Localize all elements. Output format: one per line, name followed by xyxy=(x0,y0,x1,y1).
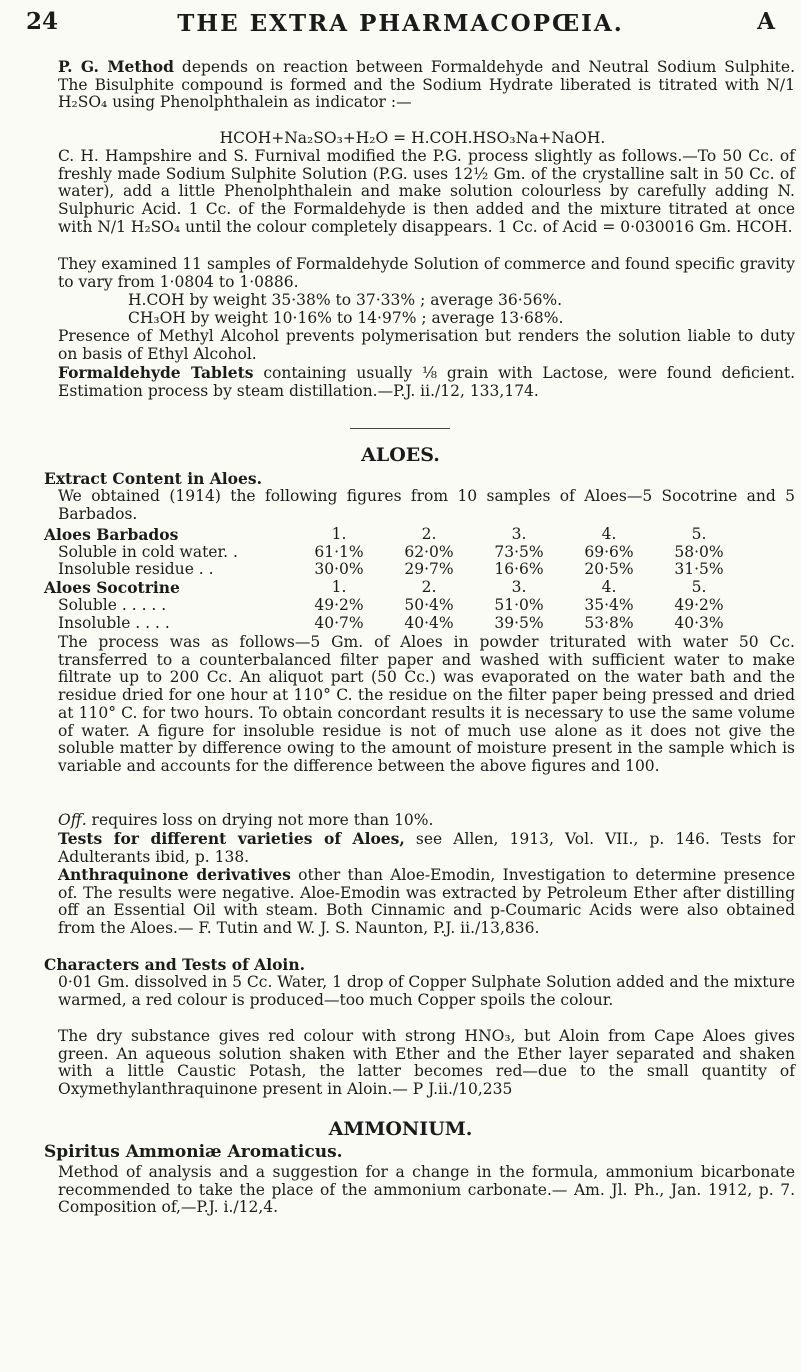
aloes-intro: We obtained (1914) the following figures from 10 samples of Aloes—5 Socotrine and 5 Barbados. xyxy=(58,487,800,523)
col-header: 3. xyxy=(511,578,527,597)
pg-method-text: depends on reaction between Formaldehyde and Neutral Sodium Sulphite. The Bisulphite compound is formed and the Sodium Hydrate liberated is titrated with N/1 H₂SO₄ using Phenolphthalein as indicator :— xyxy=(58,58,800,112)
col-header: 3. xyxy=(511,525,527,543)
table-cell: 51·0% xyxy=(494,595,544,614)
row-label: Soluble in cold water. . xyxy=(58,542,238,561)
aloes-extract-table xyxy=(44,526,744,632)
table-cell: 40·3% xyxy=(674,613,724,632)
table-row xyxy=(44,615,744,633)
hampshire-paragraph: C. H. Hampshire and S. Furnival modified the P.G. process slightly as follows.—To 50 Cc. of freshly made Sodium Sulphite Solution (P.G. uses 12½ Gm. of the crystalline salt in 50 Cc. of water), add a little Phenolphthalein and make solution colourless by carefully adding N. Sulphuric Acid. 1 Cc. of the Formaldehyde is then added and the mixture titrated at once with N/1 H₂SO₄ until the colour completely disappears. 1 Cc. of Acid = 0·030016 Gm. HCOH. xyxy=(58,147,800,236)
row-label: Insoluble residue . . xyxy=(58,560,214,579)
table-cell: 73·5% xyxy=(494,542,544,561)
table-cell: 61·1% xyxy=(314,542,364,561)
aloin-test-1: 0·01 Gm. dissolved in 5 Cc. Water, 1 drop of Copper Sulphate Solution added and the mixture warmed, a red colour is produced—too much Copper spoils the colour. xyxy=(58,973,800,1009)
table-header-row xyxy=(44,526,744,544)
table-cell: 50·4% xyxy=(404,595,454,614)
aloes-heading: ALOES. xyxy=(361,444,440,466)
row-label: Insoluble . . . . xyxy=(58,613,170,632)
table-cell: 39·5% xyxy=(494,613,544,632)
table-cell: 40·7% xyxy=(314,613,364,632)
pg-method-lead: P. G. Method xyxy=(58,57,174,76)
table-cell: 30·0% xyxy=(314,560,364,579)
table-row xyxy=(44,561,744,579)
reaction-equation: HCOH+Na₂SO₃+H₂O = H.COH.HSO₃Na+NaOH. xyxy=(219,129,606,147)
col-header: 1. xyxy=(331,578,347,597)
table-cell: 49·2% xyxy=(674,595,724,614)
row-label: Soluble . . . . . xyxy=(58,595,167,614)
section-divider xyxy=(350,428,450,429)
anthraquinone-paragraph xyxy=(44,865,800,938)
table-header-row xyxy=(44,579,744,597)
col-header: 1. xyxy=(331,525,347,543)
tests-text: see Allen, 1913, Vol. VII., p. 146. Tests for Adulterants ibid, p. 138. xyxy=(58,830,800,866)
table-row xyxy=(44,597,744,615)
aloin-tests-heading: Characters and Tests of Aloin. xyxy=(44,955,305,974)
table-cell: 40·4% xyxy=(404,613,454,632)
table-cell: 16·6% xyxy=(494,560,544,579)
tests-paragraph xyxy=(44,829,800,866)
off-lead: Off. xyxy=(58,811,87,829)
page-number: 24 xyxy=(26,8,59,35)
table-cell: 35·4% xyxy=(584,595,634,614)
table-cell: 69·6% xyxy=(584,542,634,561)
extract-content-heading: Extract Content in Aloes. xyxy=(44,469,262,488)
tablets-lead: Formaldehyde Tablets xyxy=(58,363,254,382)
table-cell: 49·2% xyxy=(314,595,364,614)
table-cell: 58·0% xyxy=(674,542,724,561)
ammonium-paragraph: Method of analysis and a suggestion for a change in the formula, ammonium bicarbonate recommended to take the place of the ammonium carbonate.— Am. Jl. Ph., Jan. 1912, p. 7. Composition of,—P.J. i./12,4. xyxy=(58,1163,800,1217)
col-header: 4. xyxy=(601,578,617,597)
aloin-test-2: The dry substance gives red colour with strong HNO₃, but Aloin from Cape Aloes gives green. An aqueous solution shaken with Ether and the Ether layer separated and shaken with a little Caustic Potash, the latter becomes red—due to the small quantity of Oxymethylanthraquinone present in Aloin.— P J.ii./10,235 xyxy=(58,1027,800,1099)
ch3oh-range: CH₃OH by weight 10·16% to 14·97% ; average 13·68%. xyxy=(128,309,564,327)
table-row xyxy=(44,544,744,562)
formaldehyde-tablets-paragraph xyxy=(44,363,800,400)
table-cell: 62·0% xyxy=(404,542,454,561)
off-paragraph xyxy=(44,812,795,830)
col-header: 5. xyxy=(691,578,707,597)
table-cell: 31·5% xyxy=(674,560,724,579)
group-name: Aloes Barbados xyxy=(44,525,179,544)
table-cell: 20·5% xyxy=(584,560,634,579)
section-letter: A xyxy=(757,8,775,35)
off-text: requires loss on drying not more than 10%. xyxy=(86,811,434,829)
col-header: 2. xyxy=(421,525,437,543)
group-name: Aloes Socotrine xyxy=(44,578,180,598)
anthraquinone-lead: Anthraquinone derivatives xyxy=(58,865,291,884)
process-paragraph: The process was as follows—5 Gm. of Aloes in powder triturated with water 50 Cc. transferred to a counterbalanced filter paper and washed with sufficient water to make filtrate up to 200 Cc. An aliquot part (50 Cc.) was evaporated on the water bath and the residue dried for one hour at 110° C. the residue on the filter paper being pressed and dried at 110° C. for two hours. To obtain concordant results it is necessary to use the same volume of water. A figure for insoluble residue is not of much use alone as it does not give the soluble matter by difference owing to the amount of moisture present in the sample which is variable and accounts for the difference between the above figures and 100. xyxy=(58,633,800,775)
col-header: 2. xyxy=(421,578,437,597)
col-header: 4. xyxy=(601,525,617,543)
col-header: 5. xyxy=(691,525,707,543)
table-cell: 29·7% xyxy=(404,560,454,579)
anthraquinone-text: other than Aloe-Emodin, Investigation to determine presence of. The results were negative. Aloe-Emodin was extracted by Petroleum Ether after distilling off an Essential Oil with steam. Both Cinnamic and p-Coumaric Acids were also obtained from the Aloes.— F. Tutin and W. J. S. Naunton, P.J. ii./13,836. xyxy=(58,866,800,938)
tests-lead: Tests for different varieties of Aloes, xyxy=(58,829,405,848)
methyl-alcohol-paragraph: Presence of Methyl Alcohol prevents polymerisation but renders the solution liable to duty on basis of Ethyl Alcohol. xyxy=(58,327,800,363)
tablets-text: containing usually ⅛ grain with Lactose, were found deficient. Estimation process by steam distillation.—P.J. ii./12, 133,174. xyxy=(58,364,800,400)
pg-method-paragraph xyxy=(44,57,800,112)
hcoh-range: H.COH by weight 35·38% to 37·33% ; average 36·56%. xyxy=(128,291,563,309)
table-cell: 53·8% xyxy=(584,613,634,632)
spiritus-heading: Spiritus Ammoniæ Aromaticus. xyxy=(44,1142,343,1162)
running-title: THE EXTRA PHARMACOPŒIA. xyxy=(177,10,624,37)
samples-paragraph: They examined 11 samples of Formaldehyde Solution of commerce and found specific gravity to vary from 1·0804 to 1·0886. xyxy=(58,255,800,291)
ammonium-heading: AMMONIUM. xyxy=(328,1118,473,1140)
